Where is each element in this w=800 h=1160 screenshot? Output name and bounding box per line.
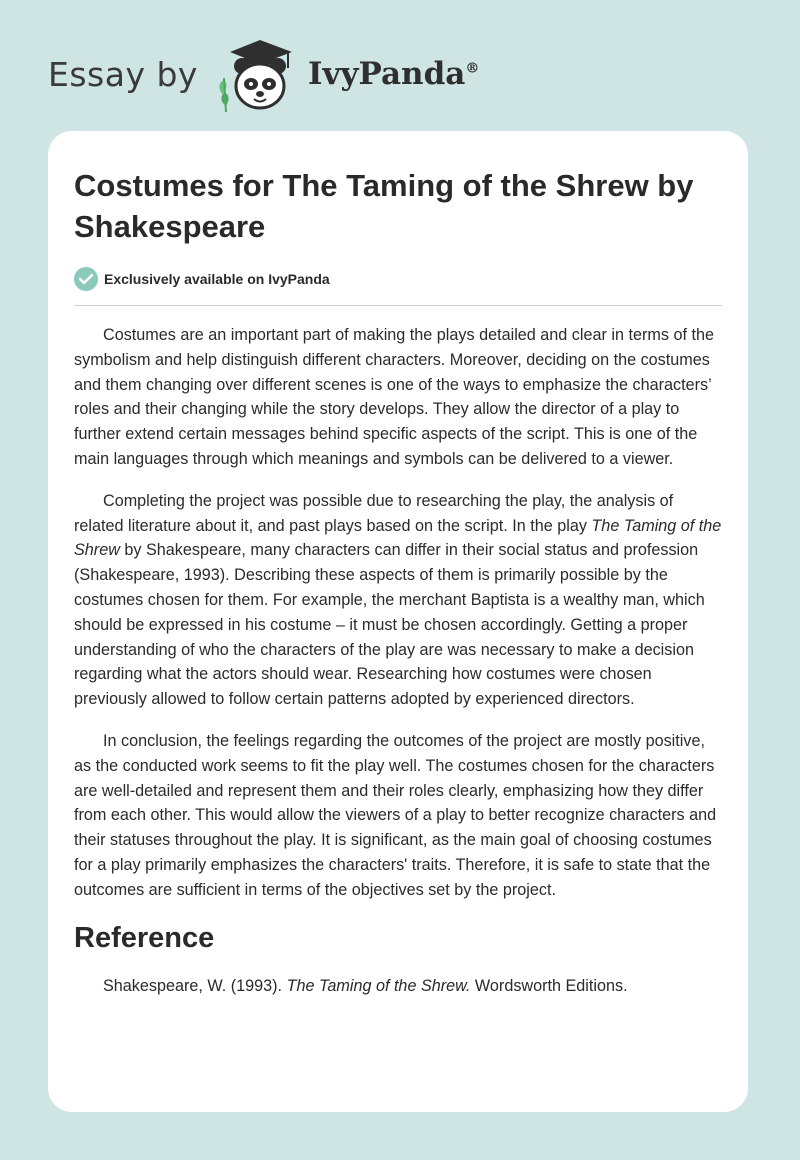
paragraph-3: In conclusion, the feelings regarding the outcomes of the project are mostly positive, as the conducted work seems to fit the play well. The costumes chosen for the characters are well-detailed and represent them and their roles clearly, emphasizing how they differ from each other. This would allow the viewers of a play to better recognize characters and their statuses throughout the play. It is significant, as the main goal of choosing costumes for a play primarily emphasizes the characters' traits. Therefore, it is safe to state that the outcomes are sufficient in terms of the objectives set by the project. [74, 731, 717, 899]
paragraph-1: Costumes are an important part of making the plays detailed and clear in terms of the symbolism and help distinguish different characters. Moreover, deciding on the costumes and them changing over different scenes is one of the ways to emphasize the characters’ roles and their changing while the story develops. They allow the director of a play to further extend certain messages behind specific aspects of the script. This is one of the main languages through which meanings and symbols can be delivered to a viewer. [74, 326, 714, 468]
essay-body [74, 323, 722, 903]
reference-heading: Reference [74, 921, 215, 954]
exclusive-badge-text: Exclusively available on IvyPanda [104, 271, 330, 287]
title-divider [74, 305, 722, 306]
brand-name[interactable]: IvyPanda® [307, 56, 480, 92]
reference-work-title: The Taming of the Shrew. [286, 976, 471, 995]
play-title-italic: The Taming of the Shrew [74, 516, 722, 560]
paragraph-2: Completing the project was possible due to researching the play, the analysis of related literature about it, and past plays based on the script. In the play The Taming of the Shrew by Shakespeare, many characters can differ in their social status and profession (Shakespeare, 1993). Describing these aspects of them is primarily possible by the costumes chosen for them. For example, the merchant Baptista is a wealthy man, which should be expressed in his costume – it must be chosen accordingly. Getting a proper understanding of who the characters of the play are was necessary to make a decision regarding what the actors should wear. Researching how costumes were chosen previously allowed to follow certain patterns adopted by experienced directors. [74, 491, 722, 709]
registered-mark: ® [465, 60, 480, 77]
ivypanda-logo-icon[interactable] [208, 34, 304, 114]
essay-by-label: Essay by [48, 54, 198, 94]
exclusive-badge [74, 267, 722, 291]
reference-entry: Shakespeare, W. (1993). The Taming of the Shrew. Wordsworth Editions. [103, 976, 628, 995]
check-circle-icon [74, 267, 98, 291]
site-header [48, 34, 479, 114]
essay-title: Costumes for The Taming of the Shrew by Shakespeare [74, 168, 694, 244]
essay-card [48, 131, 748, 1112]
